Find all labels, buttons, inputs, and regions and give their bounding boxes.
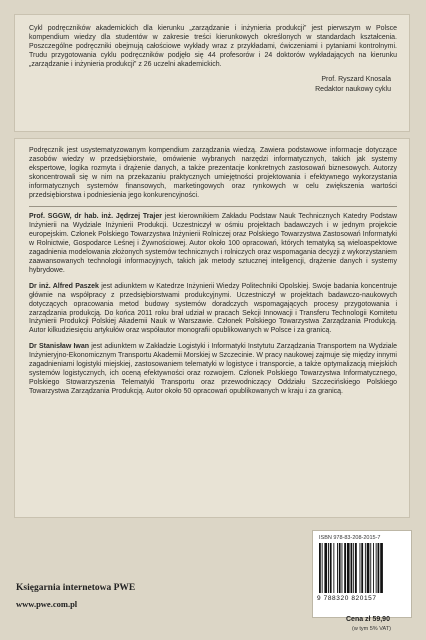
book-info-box [14,138,410,518]
editor-name: Prof. Ryszard Knosala [321,75,391,83]
vat-note: (w tym 5% VAT) [352,626,391,632]
author-bio-text: jest adiunktem w Katedrze Inżynierii Wiedzy Politechniki Opolskiej. Swoje badania koncentruje głównie na współpracy z przedsiębiorstwami produkcyjnymi. Uczestniczył w projektach badawczo-naukowych dotyczących opracowania metod budowy systemów doradczych wspomagających procesy przygotowania i zarządzania produkcją. Do końca 2011 roku brał udział w pracach Sekcji Innowacji i Transferu Technologii Komitetu Inżynierii Produkcji Polskiej Akademii Nauk w Warszawie. Członek Polskiego Towarzystwa Zarządzania Produkcją. Autor kilkudziesięciu artykułów oraz współautor monografii opublikowanych w Polsce i za granicą. [29,282,397,335]
series-info-box [14,14,410,132]
author-name: Dr Stanisław Iwan [29,343,90,351]
author-bio [29,213,397,275]
isbn-label: ISBN 978-83-208-2015-7 [319,535,381,541]
barcode-panel [312,530,412,618]
barcode-icon [319,543,405,593]
price-label: Cena zł 59,90 [346,616,390,623]
editor-role: Redaktor naukowy cyklu [315,85,391,93]
author-bio [29,343,397,396]
bookstore-label: Księgarnia internetowa PWE [16,583,136,593]
author-name: Prof. SGGW, dr hab. inż. Jędrzej Trajer [29,213,162,221]
author-bio [29,283,397,336]
author-bio-text: jest kierownikiem Zakładu Podstaw Nauk Technicznych Katedry Podstaw Inżynierii na Wydziale Inżynierii Produkcji. Uczestniczył w ośmiu projektach badawczych i w jednym projekcie europejskim. Członek Polskiego Towarzystwa Inżynierii Rolniczej oraz Polskiego Towarzystwa Zastosowań Informatyki w Rolnictwie, Gospodarce Leśnej i Żywnościowej. Autor około 100 opracowań, których tematyką są wieloaspektowe zagadnienia modelowania złożonych systemów technicznych i rolniczych oraz wspomagania decyzji z wykorzystaniem zaawansowanych technologii informacyjnych, takich jak metody sztucznej inteligencji, drążenie danych i systemy hybrydowe. [29,213,397,274]
author-name: Dr inż. Alfred Paszek [29,282,99,290]
ean-number: 9 788320 820157 [317,595,377,602]
series-description: Cykl podręczników akademickich dla kierunku „zarządzanie i inżynieria produkcji” jest pierwszym w Polsce kompendium wiedzy dla studentów w zakresie treści kierunkowych określonych w standardach kształcenia. Poszczególne podręczniki obejmują całościowe wykłady wraz z przykładami, ćwiczeniami i pytaniami kontrolnymi. Trudu przygotowania cyklu podręczników podjęło się 44 profesorów i 24 doktorów wykładających na kierunku „zarządzanie i inżynieria produkcji” z 26 uczelni akademickich. [29,25,397,68]
book-description: Podręcznik jest usystematyzowanym kompendium zarządzania wiedzą. Zawiera podstawowe informacje dotyczące zasobów wiedzy w przedsiębiorstwie, omówienie wybranych narzędzi informatycznych, takich jak systemy ekspertowe, logika rozmyta i drążenie danych, a także prezentacje konkretnych zastosowań biznesowych. Autorzy skoncentrowali się w nim na przekazaniu praktycznych umiejętności projektowania i efektywnego wykorzystania informatycznych systemów finansowych, marketingowych oraz rynkowych w celu zwiększenia wartości przedsiębiorstwa i podniesienia jego konkurencyjności. [29,147,397,199]
editor-signature [29,75,391,95]
author-bio-text: jest adiunktem w Zakładzie Logistyki i Informatyki Instytutu Zarządzania Transportem na Wydziale Inżynieryjno-Ekonomicznym Transportu Akademii Morskiej w Szczecinie. W pracy naukowej zajmuje się między innymi zagadnieniami logistyki miejskiej, zastosowaniem telematyki w logistyce i transporcie, a także optymalizacją miejskich systemów logistycznych, ich oceną efektywności oraz rozwojem. Członek Polskiego Towarzystwa Informatycznego, Polskiego Stowarzyszenia Telematyki Transportu oraz przewodniczący Oddziału Szczecińskiego Polskiego Towarzystwa Zarządzania Produkcją. Autor około 50 opracowań opublikowanych w kraju i za granicą. [29,343,397,395]
publisher-url[interactable]: www.pwe.com.pl [16,599,78,609]
divider [29,206,397,207]
